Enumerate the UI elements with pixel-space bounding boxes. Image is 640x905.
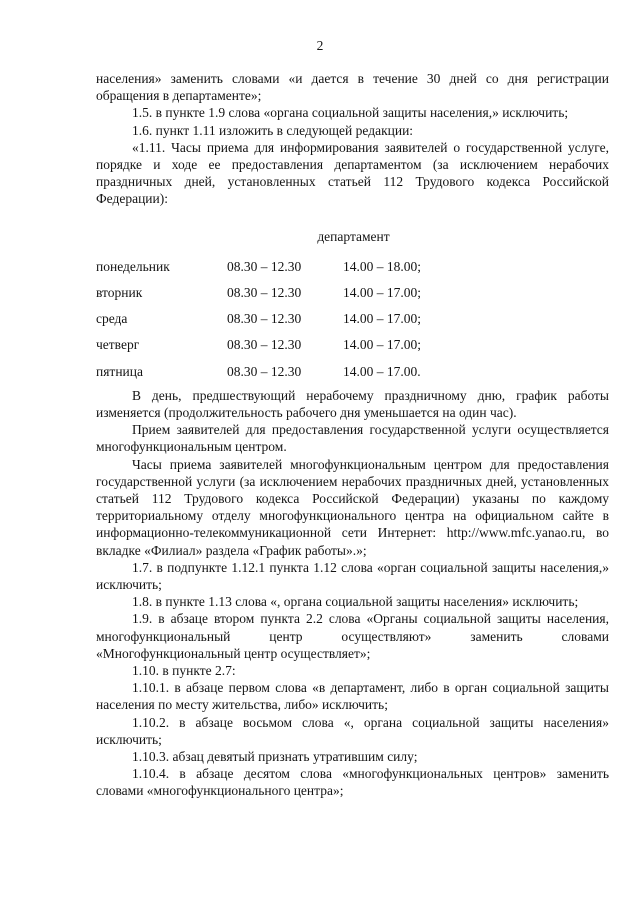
schedule-day: четверг bbox=[96, 337, 140, 353]
schedule-afternoon-hours: 14.00 – 17.00; bbox=[343, 337, 422, 353]
schedule-afternoon-hours: 14.00 – 17.00; bbox=[343, 285, 422, 301]
schedule-morning-hours: 08.30 – 12.30 bbox=[227, 311, 302, 327]
schedule-row bbox=[96, 363, 609, 389]
document-body bbox=[96, 70, 609, 800]
schedule-morning-hours: 08.30 – 12.30 bbox=[227, 285, 302, 301]
schedule-day: среда bbox=[96, 311, 128, 327]
paragraph-item-1-10-2: 1.10.2. в абзаце восьмом слова «, органа социальной защиты населения» исключить; bbox=[96, 714, 609, 747]
schedule-day: вторник bbox=[96, 285, 143, 301]
schedule-afternoon-hours: 14.00 – 17.00. bbox=[343, 363, 421, 379]
paragraph-holiday-note: В день, предшествующий нерабочему праздничному дню, график работы изменяется (продолжительность рабочего дня уменьшается на один час). bbox=[96, 387, 609, 420]
paragraph-item-1-6: 1.6. пункт 1.11 изложить в следующей редакции: bbox=[132, 122, 414, 138]
paragraph-item-1-10: 1.10. в пункте 2.7: bbox=[132, 663, 236, 679]
schedule-row bbox=[96, 310, 609, 336]
schedule-morning-hours: 08.30 – 12.30 bbox=[227, 258, 302, 274]
schedule-afternoon-hours: 14.00 – 18.00; bbox=[343, 258, 422, 274]
schedule-row bbox=[96, 258, 609, 284]
paragraphs-after-schedule bbox=[96, 387, 609, 800]
schedule-morning-hours: 08.30 – 12.30 bbox=[227, 363, 302, 379]
paragraph-item-1-7: 1.7. в подпункте 1.12.1 пункта 1.12 слова «орган социальной защиты населения,» исключить; bbox=[96, 559, 609, 592]
paragraph-continuation: населения» заменить словами «и дается в течение 30 дней со дня регистрации обращения в департаменте»; bbox=[96, 71, 609, 104]
paragraph-item-1-10-4: 1.10.4. в абзаце десятом слова «многофункциональных центров» заменить словами «многофункционального центра»; bbox=[96, 766, 609, 799]
schedule-day: понедельник bbox=[96, 258, 170, 274]
paragraph-item-1-10-3: 1.10.3. абзац девятый признать утратившим силу; bbox=[132, 749, 418, 765]
page-number: 2 bbox=[316, 38, 324, 53]
schedule-table bbox=[96, 258, 609, 389]
schedule-row bbox=[96, 284, 609, 310]
paragraph-item-1-11: «1.11. Часы приема для информирования заявителей о государственной услуге, порядке и ходе ее предоставления департаментом (за исключением нерабочих праздничных дней, установленных статьей 112 Трудового кодекса Российской Федерации): bbox=[96, 139, 609, 207]
paragraph-mfc-hours: Часы приема заявителей многофункциональным центром для предоставления государственной услуги (за исключением нерабочих праздничных дней, установленных статьей 112 Трудового кодекса Российской Федерации) указаны по каждому территориальному отделу многофункционального центра на официальном сайте в информационно-телекоммуникационной сети Интернет: http://www.mfc.yanao.ru, во вкладке «Филиал» раздела «График работы».»; bbox=[96, 456, 609, 558]
schedule-row bbox=[96, 336, 609, 362]
schedule-heading: департамент bbox=[317, 228, 390, 244]
paragraph-item-1-5: 1.5. в пункте 1.9 слова «органа социальной защиты населения,» исключить; bbox=[132, 105, 569, 121]
schedule-morning-hours: 08.30 – 12.30 bbox=[227, 337, 302, 353]
paragraph-item-1-8: 1.8. в пункте 1.13 слова «, органа социальной защиты населения» исключить; bbox=[132, 594, 579, 610]
paragraph-item-1-9: 1.9. в абзаце втором пункта 2.2 слова «Органы социальной защиты населения, многофункциональный центр осуществляют» заменить словами «Многофункциональный центр осуществляет»; bbox=[96, 611, 609, 661]
schedule-day: пятница bbox=[96, 363, 143, 379]
schedule-afternoon-hours: 14.00 – 17.00; bbox=[343, 311, 422, 327]
paragraph-item-1-10-1: 1.10.1. в абзаце первом слова «в департамент, либо в орган социальной защиты населения по месту жительства, либо» исключить; bbox=[96, 680, 609, 713]
paragraph-mfc-reception: Прием заявителей для предоставления государственной услуги осуществляется многофункциональным центром. bbox=[96, 422, 609, 455]
